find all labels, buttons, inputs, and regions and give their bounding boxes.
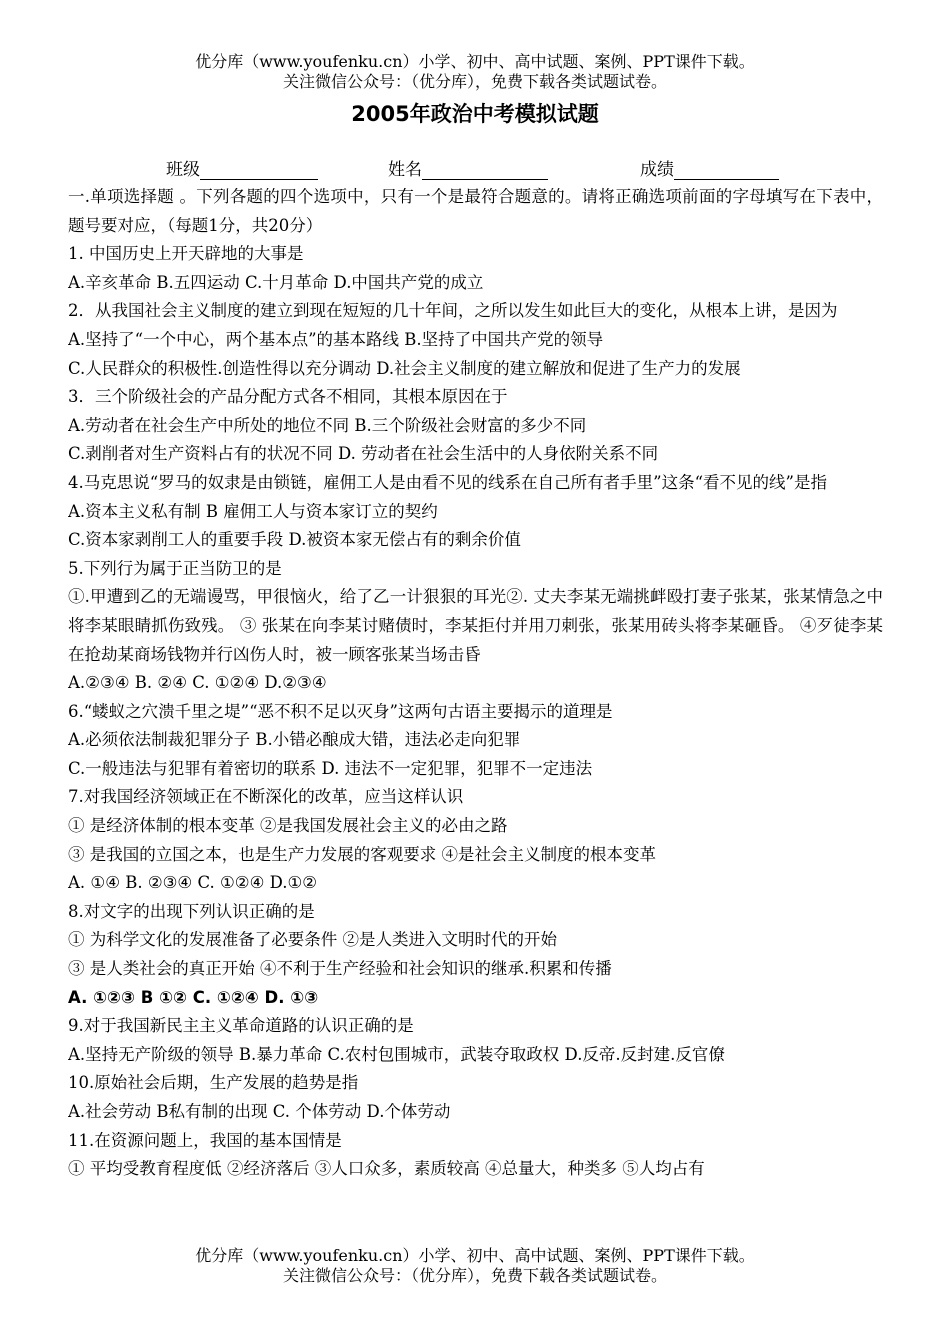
class-blank [200,159,318,180]
question-1-options: A.辛亥革命 B.五四运动 C.十月革命 D.中国共产党的成立 [68,272,484,292]
question-8-options: A. ①②③ B ①② C. ①②④ D. ①③ [68,987,319,1007]
question-6-options-cd: C.一般违法与犯罪有着密切的联系 D. 违法不一定犯罪，犯罪不一定违法 [68,758,593,778]
question-1: 1. 中国历史上开天辟地的大事是 [68,244,304,264]
question-11: 11.在资源问题上，我国的基本国情是 [68,1130,342,1150]
question-5-options: A.②③④ B. ②④ C. ①②④ D.②③④ [68,673,327,693]
question-4: 4.马克思说“罗马的奴隶是由锁链，雇佣工人是由看不见的线系在自己所有者手里”这条“看不见的线”是指 [68,472,827,492]
exam-content [68,183,883,1184]
question-8-statements-2: ③ 是人类社会的真正开始 ④不利于生产经验和社会知识的继承.积累和传播 [68,959,612,979]
header-line-1: 优分库（www.youfenku.cn）小学、初中、高中试题、案例、PPT课件下载。 [195,52,755,71]
question-7-statements-1: ① 是经济体制的根本变革 ②是我国发展社会主义的必由之路 [68,816,508,836]
name-blank [422,159,548,180]
footer-banner [0,1246,950,1286]
question-3-options-ab: A.劳动者在社会生产中所处的地位不同 B.三个阶级社会财富的多少不同 [68,415,587,435]
question-2-options-ab: A.坚持了“一个中心，两个基本点”的基本路线 B.坚持了中国共产党的领导 [68,329,604,349]
question-11-statements: ① 平均受教育程度低 ②经济落后 ③人口众多，素质较高 ④总量大，种类多 ⑤人均占有 [68,1159,705,1179]
question-3-options-cd: C.剥削者对生产资料占有的状况不同 D. 劳动者在社会生活中的人身依附关系不同 [68,444,659,464]
question-6-options-ab: A.必须依法制裁犯罪分子 B.小错必酿成大错，违法必走向犯罪 [68,730,521,750]
question-3: 3．三个阶级社会的产品分配方式各不相同，其根本原因在于 [68,387,508,407]
score-field [640,155,779,180]
header-line-2: 关注微信公众号：（优分库），免费下载各类试题试卷。 [282,72,667,91]
question-8-statements-1: ① 为科学文化的发展准备了必要条件 ②是人类进入文明时代的开始 [68,930,557,950]
question-5: 5.下列行为属于正当防卫的是 [68,558,282,578]
score-blank [674,159,779,180]
question-7: 7.对我国经济领域正在不断深化的改革，应当这样认识 [68,787,464,807]
question-5-statements: ①.甲遭到乙的无端谩骂，甲很恼火，给了乙一计狠狠的耳光②. 丈夫李某无端挑衅殴打妻子张某，张某情急之中将李某眼睛抓伤致残。 ③ 张某在向李某讨赌债时，李某拒付并用刀刺张，张某用砖头将李某砸昏。 ④歹徒李某在抢劫某商场钱物并行凶伤人时，被一顾客张某当场击昏 [68,587,883,664]
question-8: 8.对文字的出现下列认识正确的是 [68,901,315,921]
question-9-options: A.坚持无产阶级的领导 B.暴力革命 C.农村包围城市，武装夺取政权 D.反帝.反封建.反官僚 [68,1044,725,1064]
footer-line-1: 优分库（www.youfenku.cn）小学、初中、高中试题、案例、PPT课件下载。 [195,1246,755,1265]
question-6: 6.“蝼蚁之穴溃千里之堤”“恶不积不足以灭身”这两句古语主要揭示的道理是 [68,701,613,721]
question-2-options-cd: C.人民群众的积极性.创造性得以充分调动 D.社会主义制度的建立解放和促进了生产力的发展 [68,358,741,378]
question-10-options: A.社会劳动 B私有制的出现 C. 个体劳动 D.个体劳动 [68,1102,451,1121]
question-9: 9.对于我国新民主主义革命道路的认识正确的是 [68,1016,414,1036]
score-label: 成绩 [640,160,674,180]
class-field [166,155,318,180]
page-title: 2005年政治中考模拟试题 [351,102,599,126]
question-10: 10.原始社会后期，生产发展的趋势是指 [68,1073,359,1093]
name-field [388,155,548,180]
section-instructions: 一.单项选择题 。下列各题的四个选项中，只有一个是最符合题意的。请将正确选项前面的字母填写在下表中，题号要对应，（每题1分，共20分） [68,187,883,235]
name-label: 姓名 [388,160,422,180]
question-7-options: A. ①④ B. ②③④ C. ①②④ D.①② [68,873,318,893]
header-banner [0,52,950,92]
question-7-statements-2: ③ 是我国的立国之本，也是生产力发展的客观要求 ④是社会主义制度的根本变革 [68,844,656,864]
question-4-options-ab: A.资本主义私有制 B 雇佣工人与资本家订立的契约 [68,501,438,521]
question-2: 2．从我国社会主义制度的建立到现在短短的几十年间，之所以发生如此巨大的变化，从根本上讲，是因为 [68,301,838,321]
footer-line-2: 关注微信公众号：（优分库），免费下载各类试题试卷。 [282,1266,667,1285]
question-4-options-cd: C.资本家剥削工人的重要手段 D.被资本家无偿占有的剩余价值 [68,530,521,550]
class-label: 班级 [166,160,200,180]
